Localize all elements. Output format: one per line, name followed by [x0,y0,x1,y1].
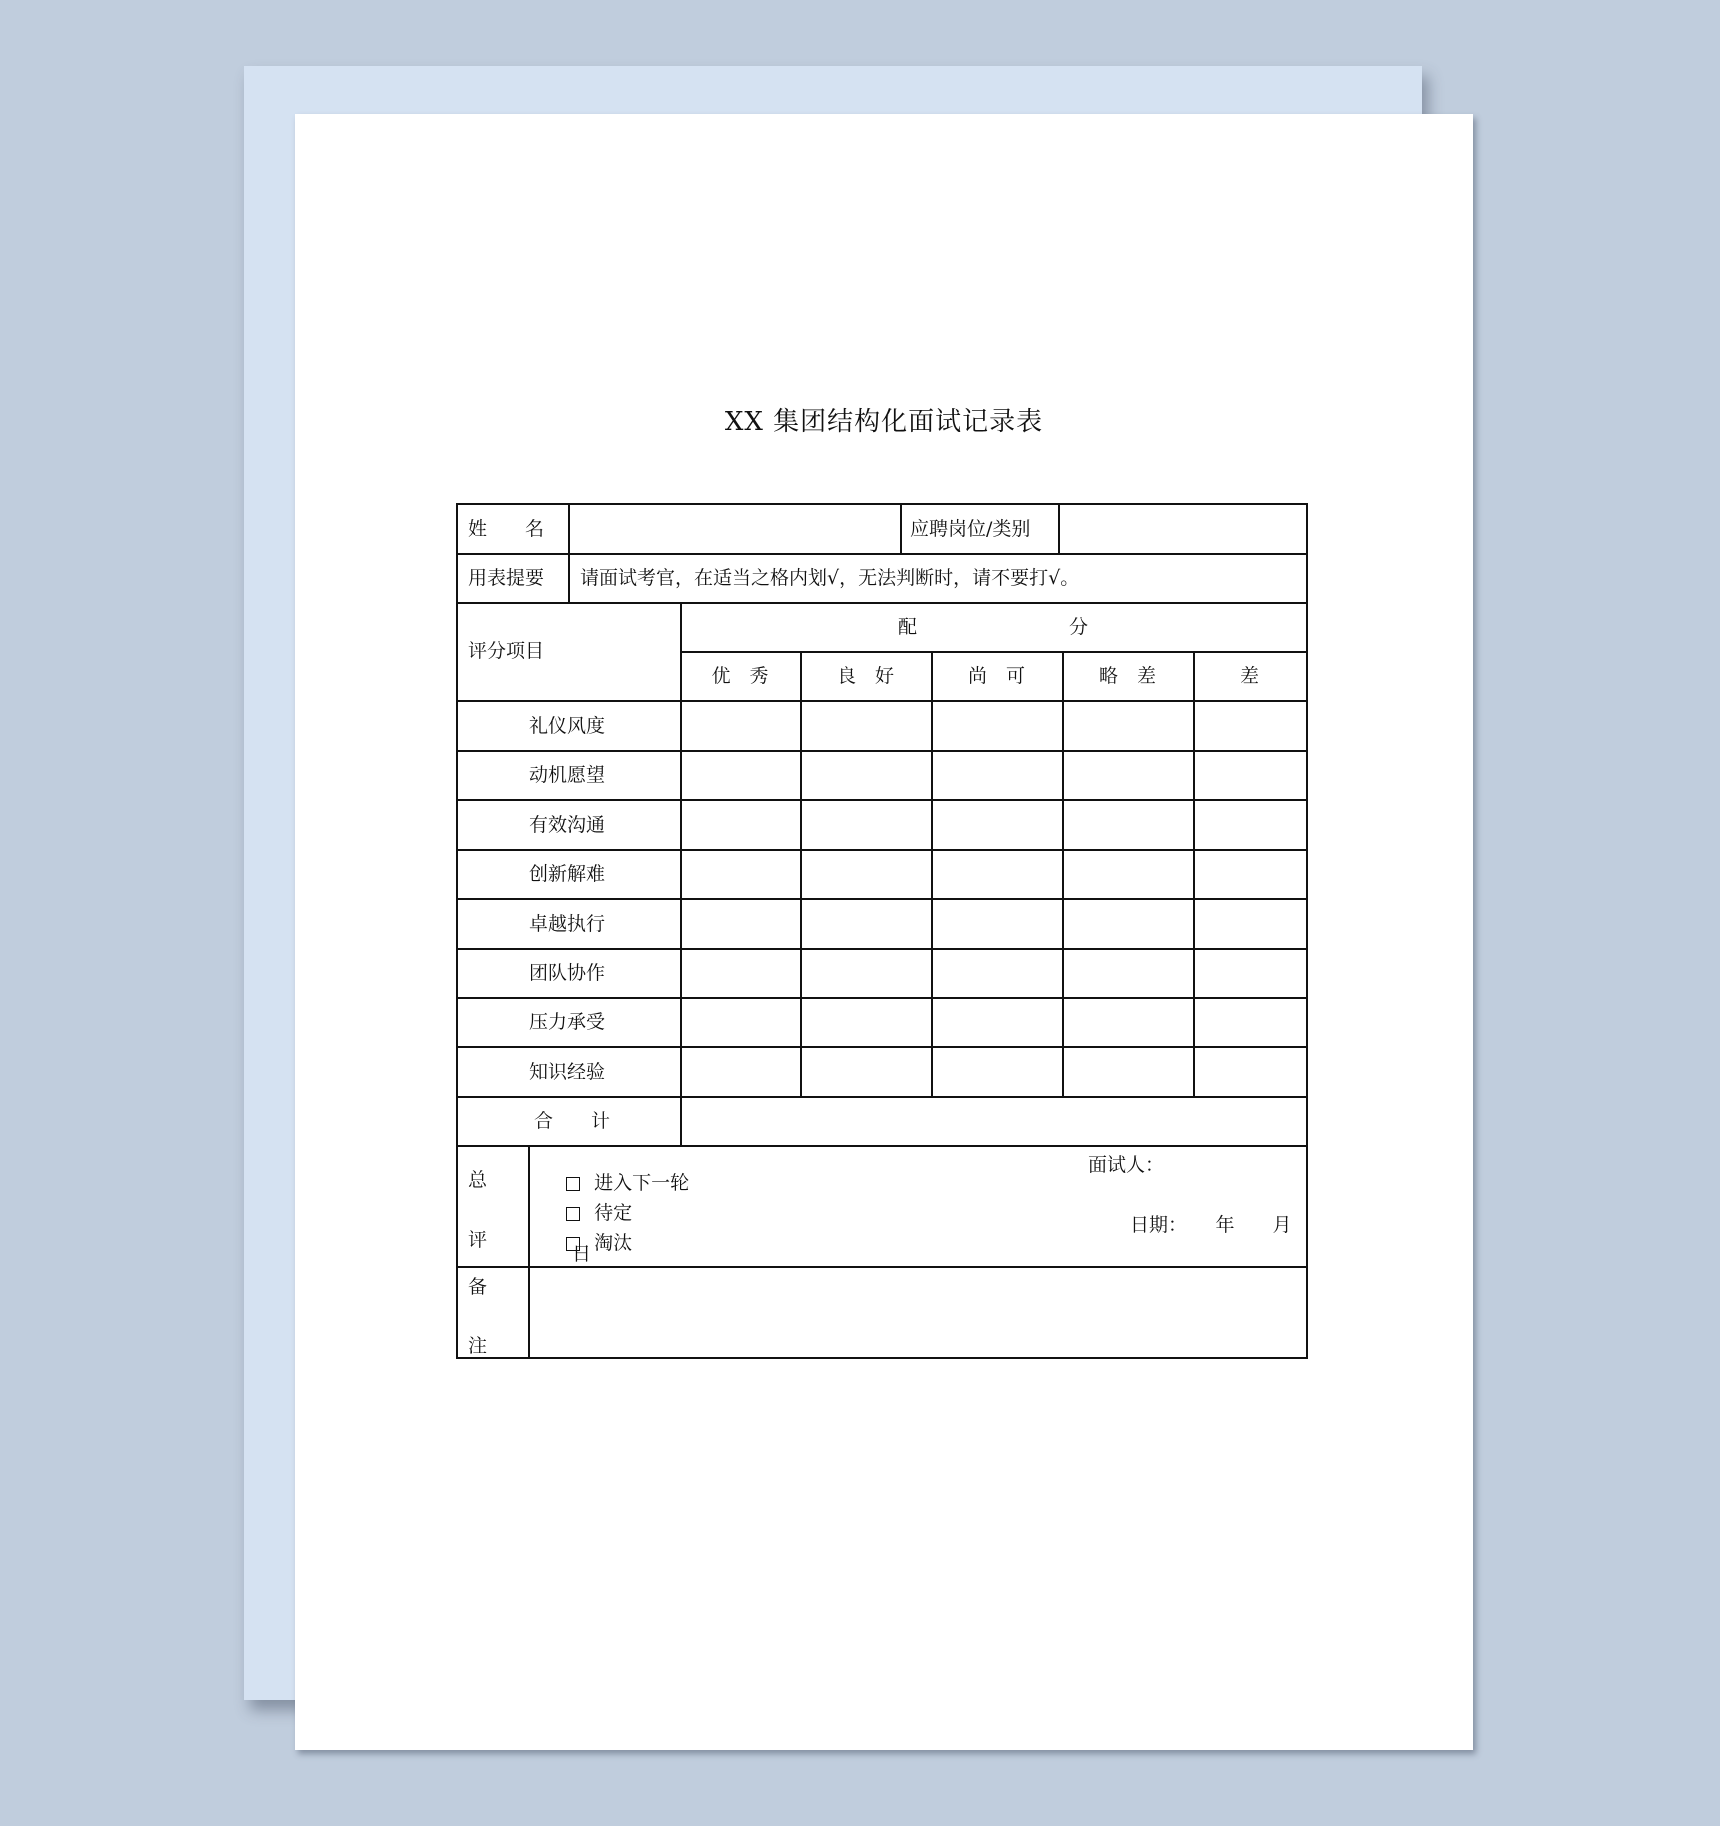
score-level-poor: 略 差 [1098,665,1156,687]
remarks-label-top: 备 [468,1276,488,1298]
score-header: 配 分 [897,616,1088,638]
score-level-fair: 尚 可 [967,665,1025,687]
position-label: 应聘岗位/类别 [910,518,1031,540]
position-field[interactable] [1060,505,1306,552]
criteria-header: 评分项目 [468,640,545,662]
option-eliminate[interactable]: 淘汰 [542,1215,632,1272]
score-level-good: 良 好 [836,665,894,687]
option-next-round[interactable]: 进入下一轮 [542,1155,689,1212]
form-title: XX 集团结构化面试记录表 [724,407,1044,437]
interview-record-table [456,503,1308,1359]
overall-label-bottom: 评 [468,1229,488,1251]
instructions-text: 请面试考官，在适当之格内划√，无法判断时，请不要打√。 [580,567,1080,589]
total-label: 合 计 [534,1110,611,1132]
name-label: 姓 名 [468,518,545,540]
criteria-item: 创新解难 [529,863,606,885]
remarks-field[interactable] [530,1268,1306,1356]
total-field[interactable] [682,1097,1306,1144]
criteria-item: 压力承受 [529,1011,606,1033]
date-label: 日期： 年 月 [1130,1214,1292,1236]
overall-label-top: 总 [468,1169,488,1191]
criteria-item: 有效沟通 [529,814,606,836]
score-level-excellent: 优 秀 [711,665,769,687]
remarks-label-bottom: 注 [468,1335,488,1357]
criteria-item: 团队协作 [529,962,606,984]
option-pending[interactable]: 待定 [542,1185,632,1242]
date-day-label: 日 [572,1243,592,1265]
criteria-item: 礼仪风度 [529,715,606,737]
criteria-item: 动机愿望 [529,764,606,786]
name-field[interactable] [570,505,898,552]
criteria-item: 卓越执行 [529,913,606,935]
criteria-item: 知识经验 [529,1061,606,1083]
interviewer-label: 面试人： [1088,1154,1165,1176]
score-level-bad: 差 [1239,665,1259,687]
instructions-label: 用表提要 [468,567,545,589]
